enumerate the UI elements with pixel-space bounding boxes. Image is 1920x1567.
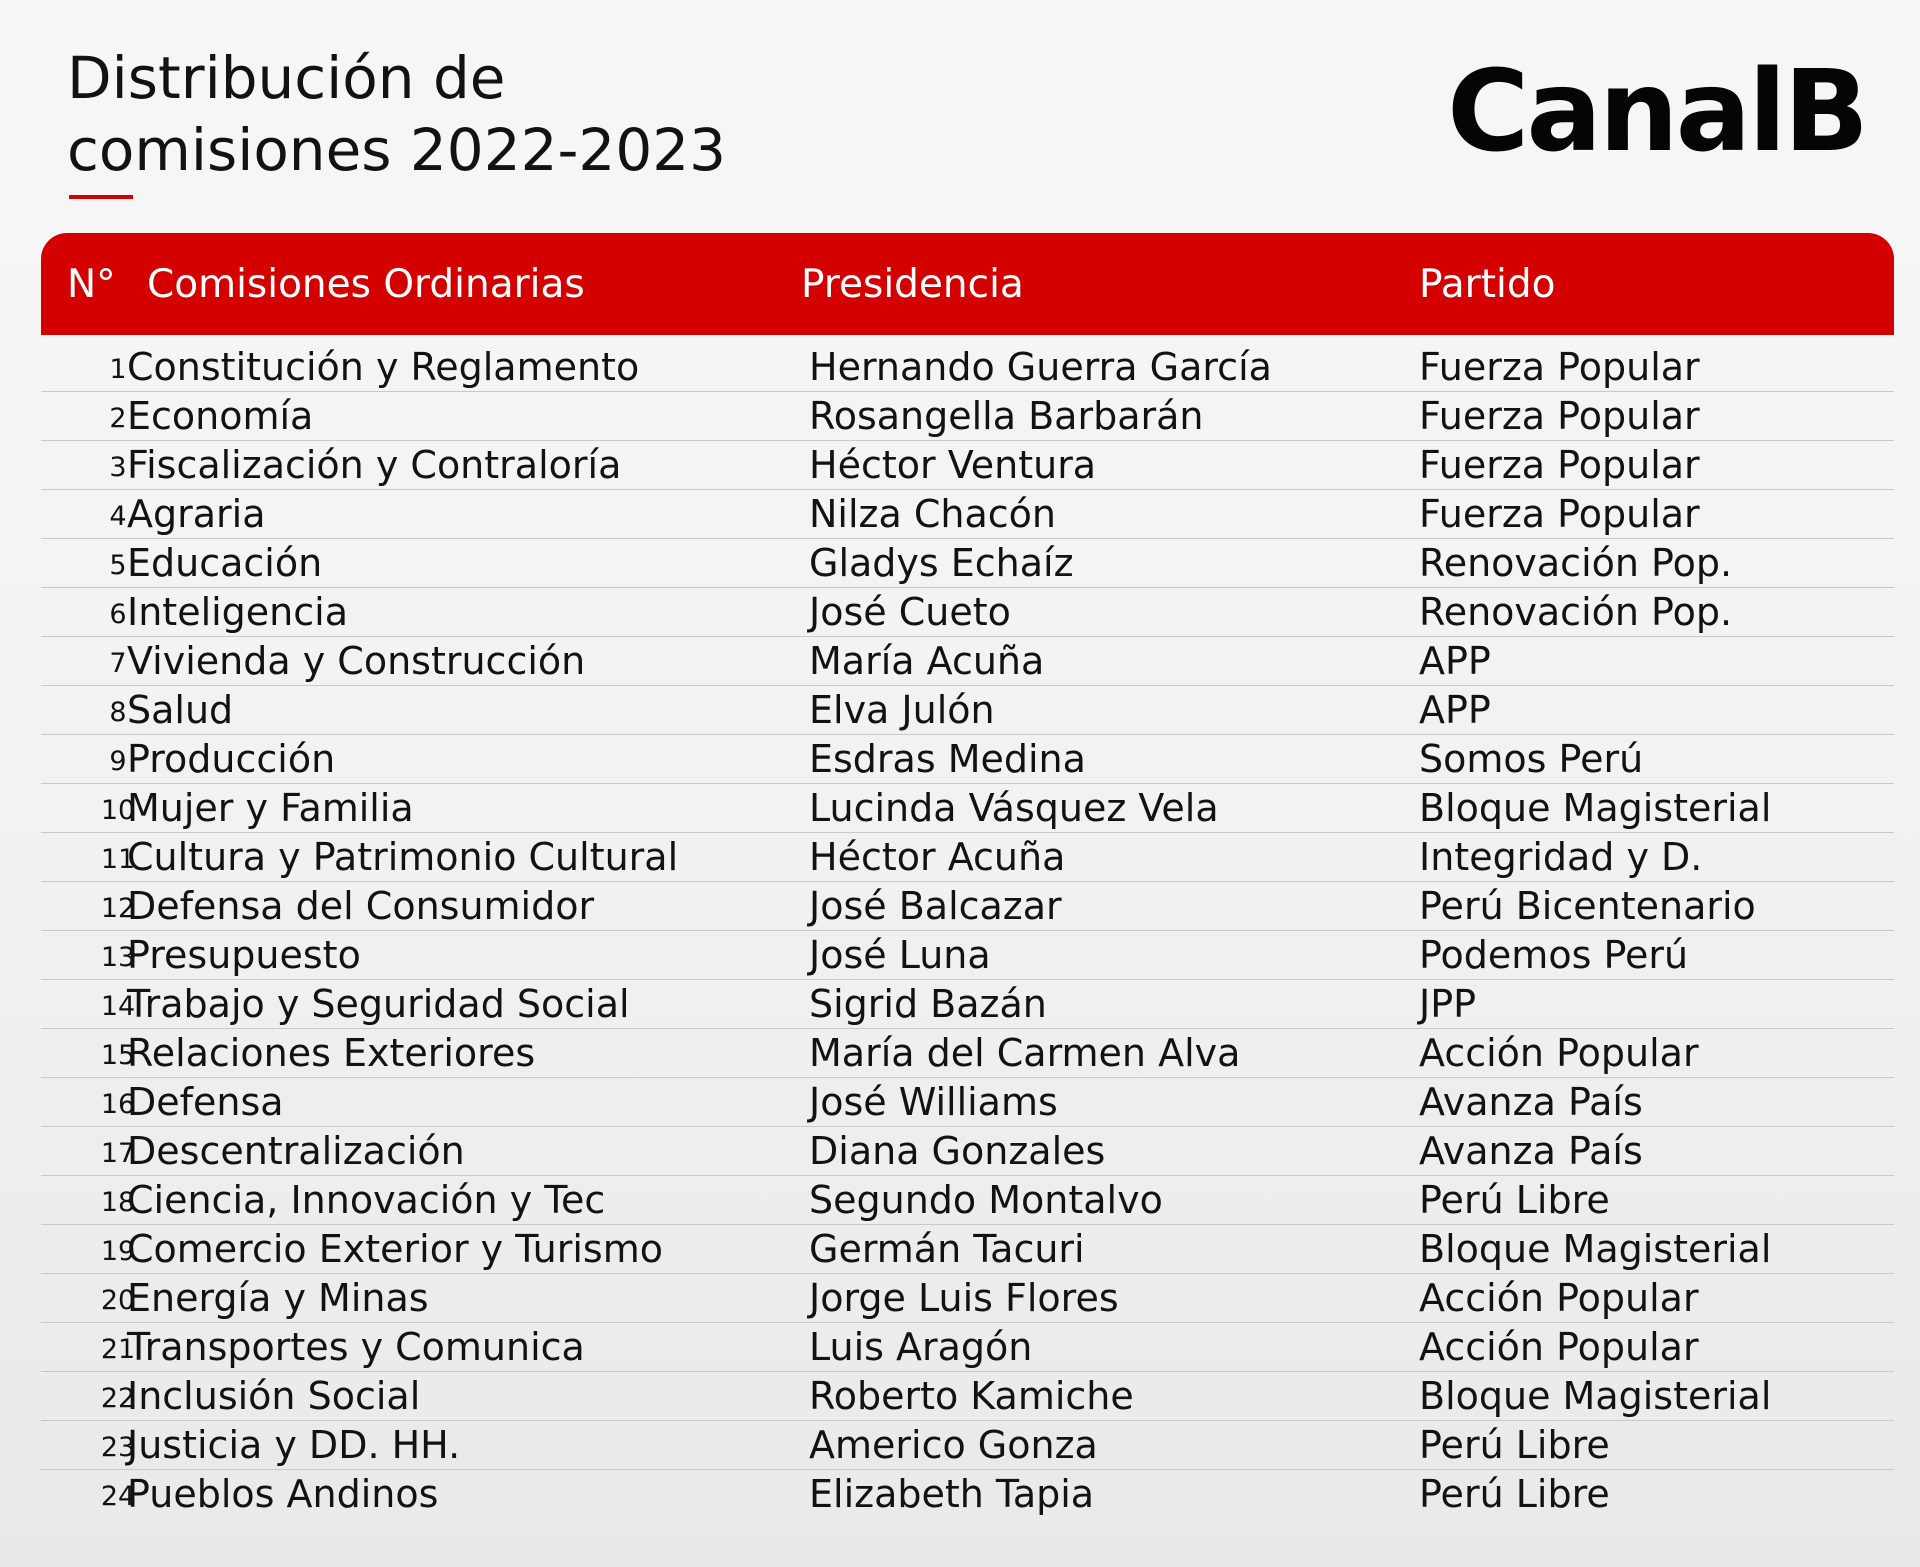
column-header-number: N° <box>67 262 116 307</box>
table-row <box>41 1127 1894 1176</box>
table-row <box>41 490 1894 539</box>
row-number: 4 <box>109 501 127 532</box>
column-header-commission: Comisiones Ordinarias <box>147 262 585 307</box>
president-name: Rosangella Barbarán <box>809 394 1204 438</box>
row-number: 1 <box>109 354 127 385</box>
president-name: Elva Julón <box>809 688 995 732</box>
row-number: 3 <box>109 452 127 483</box>
commission-name: Pueblos Andinos <box>127 1472 439 1516</box>
commission-name: Fiscalización y Contraloría <box>127 443 622 487</box>
president-name: José Williams <box>809 1080 1058 1124</box>
commission-name: Trabajo y Seguridad Social <box>127 982 630 1026</box>
table-row <box>41 1078 1894 1127</box>
table-row <box>41 784 1894 833</box>
row-number: 22 <box>100 1383 136 1414</box>
president-name: Lucinda Vásquez Vela <box>809 786 1219 830</box>
row-number: 6 <box>109 599 127 630</box>
table-row <box>41 686 1894 735</box>
party-name: Podemos Perú <box>1419 933 1689 977</box>
commission-name: Agraria <box>127 492 266 536</box>
row-number: 5 <box>109 550 127 581</box>
table-row <box>41 1225 1894 1274</box>
commission-name: Educación <box>127 541 323 585</box>
table-row <box>41 931 1894 980</box>
row-number: 13 <box>100 942 136 973</box>
row-number: 21 <box>100 1334 136 1365</box>
president-name: María Acuña <box>809 639 1045 683</box>
commission-name: Relaciones Exteriores <box>127 1031 536 1075</box>
table-row <box>41 1029 1894 1078</box>
commission-name: Energía y Minas <box>127 1276 429 1320</box>
party-name: Perú Bicentenario <box>1419 884 1756 928</box>
president-name: Héctor Acuña <box>809 835 1066 879</box>
president-name: Roberto Kamiche <box>809 1374 1134 1418</box>
party-name: Avanza País <box>1419 1080 1643 1124</box>
title-line-2: comisiones 2022-2023 <box>67 116 727 184</box>
table-row <box>41 735 1894 784</box>
commission-name: Defensa <box>127 1080 284 1124</box>
president-name: Luis Aragón <box>809 1325 1033 1369</box>
party-name: Perú Libre <box>1419 1423 1610 1467</box>
party-name: Avanza País <box>1419 1129 1643 1173</box>
president-name: Sigrid Bazán <box>809 982 1047 1026</box>
column-header-president: Presidencia <box>801 262 1024 307</box>
president-name: José Luna <box>809 933 991 977</box>
president-name: Segundo Montalvo <box>809 1178 1163 1222</box>
commission-name: Constitución y Reglamento <box>127 345 640 389</box>
party-name: Renovación Pop. <box>1419 590 1733 634</box>
president-name: Germán Tacuri <box>809 1227 1085 1271</box>
table-row <box>41 1470 1894 1519</box>
president-name: Gladys Echaíz <box>809 541 1074 585</box>
commission-name: Comercio Exterior y Turismo <box>127 1227 663 1271</box>
table-row <box>41 882 1894 931</box>
party-name: Fuerza Popular <box>1419 394 1700 438</box>
party-name: JPP <box>1419 982 1477 1026</box>
commission-name: Producción <box>127 737 336 781</box>
commission-name: Mujer y Familia <box>127 786 414 830</box>
president-name: José Cueto <box>809 590 1011 634</box>
title-accent-line <box>69 195 133 199</box>
table-row <box>41 1176 1894 1225</box>
table-row <box>41 392 1894 441</box>
row-number: 17 <box>100 1138 136 1169</box>
table-row <box>41 343 1894 392</box>
row-number: 14 <box>100 991 136 1022</box>
row-number: 16 <box>100 1089 136 1120</box>
party-name: Acción Popular <box>1419 1031 1699 1075</box>
row-number: 18 <box>100 1187 136 1218</box>
party-name: Fuerza Popular <box>1419 443 1700 487</box>
row-number: 9 <box>109 746 127 777</box>
row-number: 8 <box>109 697 127 728</box>
president-name: Diana Gonzales <box>809 1129 1106 1173</box>
row-number: 10 <box>100 795 136 826</box>
party-name: Perú Libre <box>1419 1472 1610 1516</box>
row-number: 2 <box>109 403 127 434</box>
table-row <box>41 1421 1894 1470</box>
president-name: José Balcazar <box>809 884 1062 928</box>
commission-name: Economía <box>127 394 314 438</box>
row-number: 23 <box>100 1432 136 1463</box>
president-name: Esdras Medina <box>809 737 1086 781</box>
commission-name: Inteligencia <box>127 590 349 634</box>
table-row <box>41 1323 1894 1372</box>
commission-name: Justicia y DD. HH. <box>127 1423 461 1467</box>
row-number: 12 <box>100 893 136 924</box>
table-header <box>41 233 1894 335</box>
commission-name: Defensa del Consumidor <box>127 884 595 928</box>
row-number: 20 <box>100 1285 136 1316</box>
party-name: APP <box>1419 639 1491 683</box>
table-row <box>41 441 1894 490</box>
party-name: Fuerza Popular <box>1419 345 1700 389</box>
president-name: Elizabeth Tapia <box>809 1472 1095 1516</box>
party-name: Somos Perú <box>1419 737 1644 781</box>
president-name: María del Carmen Alva <box>809 1031 1241 1075</box>
party-name: Fuerza Popular <box>1419 492 1700 536</box>
row-number: 24 <box>100 1481 136 1512</box>
president-name: Nilza Chacón <box>809 492 1056 536</box>
party-name: Integridad y D. <box>1419 835 1703 879</box>
commission-name: Vivienda y Construcción <box>127 639 586 683</box>
column-header-party: Partido <box>1419 262 1556 307</box>
party-name: Acción Popular <box>1419 1276 1699 1320</box>
canalb-logo: CanalB <box>1447 47 1866 177</box>
president-name: Hernando Guerra García <box>809 345 1272 389</box>
row-number: 7 <box>109 648 127 679</box>
president-name: Americo Gonza <box>809 1423 1098 1467</box>
row-number: 11 <box>100 844 136 875</box>
row-number: 19 <box>100 1236 136 1267</box>
table-row <box>41 588 1894 637</box>
commission-name: Presupuesto <box>127 933 361 977</box>
table-row <box>41 1372 1894 1421</box>
president-name: Jorge Luis Flores <box>809 1276 1119 1320</box>
table-row <box>41 1274 1894 1323</box>
table-row <box>41 637 1894 686</box>
commission-name: Descentralización <box>127 1129 465 1173</box>
commission-name: Ciencia, Innovación y Tec <box>127 1178 606 1222</box>
commission-name: Cultura y Patrimonio Cultural <box>127 835 679 879</box>
party-name: Perú Libre <box>1419 1178 1610 1222</box>
commissions-table-body <box>41 343 1894 1519</box>
party-name: Bloque Magisterial <box>1419 1227 1772 1271</box>
row-number: 15 <box>100 1040 136 1071</box>
page-title <box>67 42 967 186</box>
party-name: Bloque Magisterial <box>1419 1374 1772 1418</box>
president-name: Héctor Ventura <box>809 443 1097 487</box>
table-row <box>41 539 1894 588</box>
party-name: Acción Popular <box>1419 1325 1699 1369</box>
commission-name: Salud <box>127 688 234 732</box>
party-name: Bloque Magisterial <box>1419 786 1772 830</box>
commission-name: Inclusión Social <box>127 1374 421 1418</box>
commission-name: Transportes y Comunica <box>127 1325 585 1369</box>
table-row <box>41 833 1894 882</box>
table-row <box>41 980 1894 1029</box>
title-line-1: Distribución de <box>67 44 506 112</box>
party-name: Renovación Pop. <box>1419 541 1733 585</box>
party-name: APP <box>1419 688 1491 732</box>
